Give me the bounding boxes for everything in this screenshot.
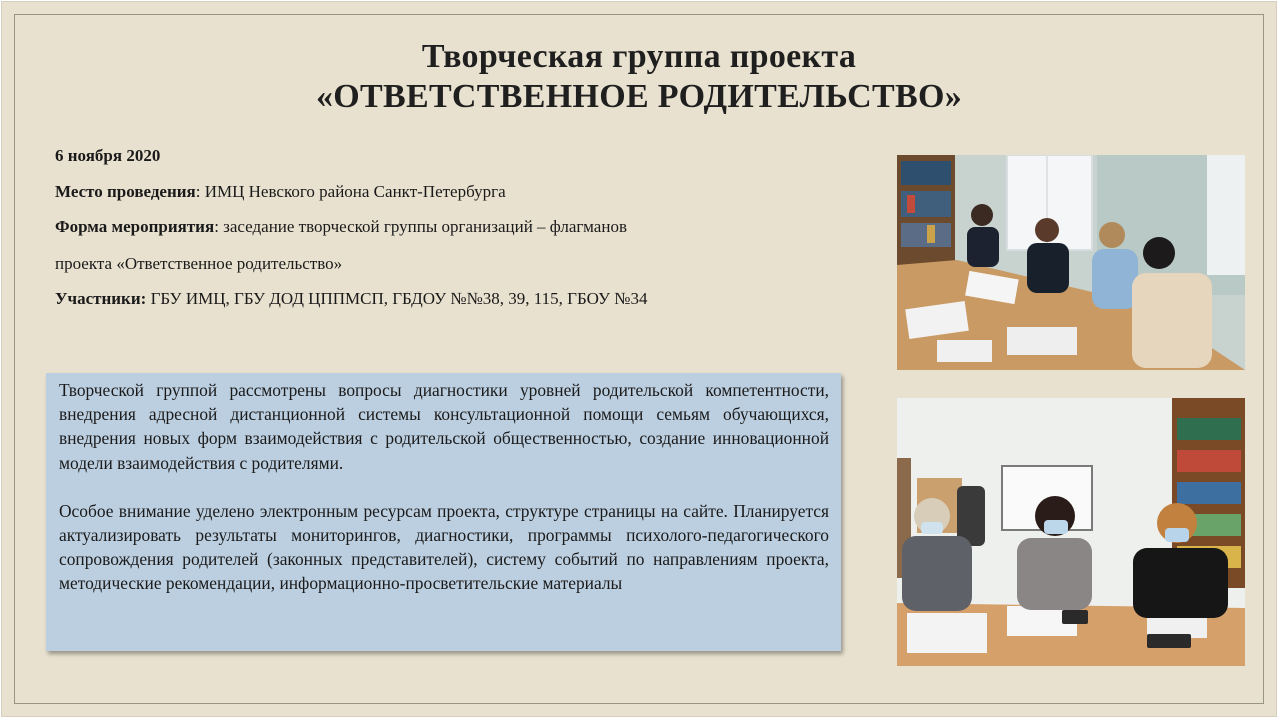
format-label: Форма мероприятия	[55, 217, 215, 236]
venue-value: : ИМЦ Невского района Санкт-Петербурга	[195, 182, 506, 201]
summary-paragraph-2: Особое внимание уделено электронным ресурсам проекта, структуре страницы на сайте. Планируется актуализировать результаты мониторингов, диагностики, программы психолого-педагогического сопровождения родителей (законных представителей), систему событий по направлениям проекта, методические рекомендации, информационно-просветительские материалы	[59, 500, 829, 594]
summary-paragraph-1: Творческой группой рассмотрены вопросы диагностики уровней родительской компетентности, внедрения адресной дистанционной системы консультационной помощи семьям обучающихся, внедрения новых форм взаимодействия с родительской общественностью, создание инновационной модели взаимодействия с родителями.	[59, 380, 829, 473]
venue-line	[55, 182, 506, 202]
meeting-photo-table	[897, 155, 1245, 370]
slide-title-line1: Творческая группа проекта	[421, 38, 857, 75]
format-value-cont: проекта «Ответственное родительство»	[55, 254, 343, 273]
format-line	[55, 217, 627, 237]
participants-label: Участники:	[55, 289, 147, 308]
participants-value: ГБУ ИМЦ, ГБУ ДОД ЦППМСП, ГБДОУ №№38, 39, 115, ГБОУ №34	[146, 289, 648, 308]
meeting-photo-masks	[897, 398, 1245, 666]
participants-line	[55, 289, 647, 309]
summary-box	[46, 373, 841, 651]
format-value: : заседание творческой группы организаций – флагманов	[214, 217, 627, 236]
venue-label: Место проведения	[55, 182, 196, 201]
event-date	[55, 146, 160, 166]
date-text: 6 ноября 2020	[55, 146, 161, 165]
slide-title-line2: «ОТВЕТСТВЕННОЕ РОДИТЕЛЬСТВО»	[315, 78, 963, 115]
format-line-cont	[55, 254, 342, 274]
slide	[2, 2, 1276, 716]
